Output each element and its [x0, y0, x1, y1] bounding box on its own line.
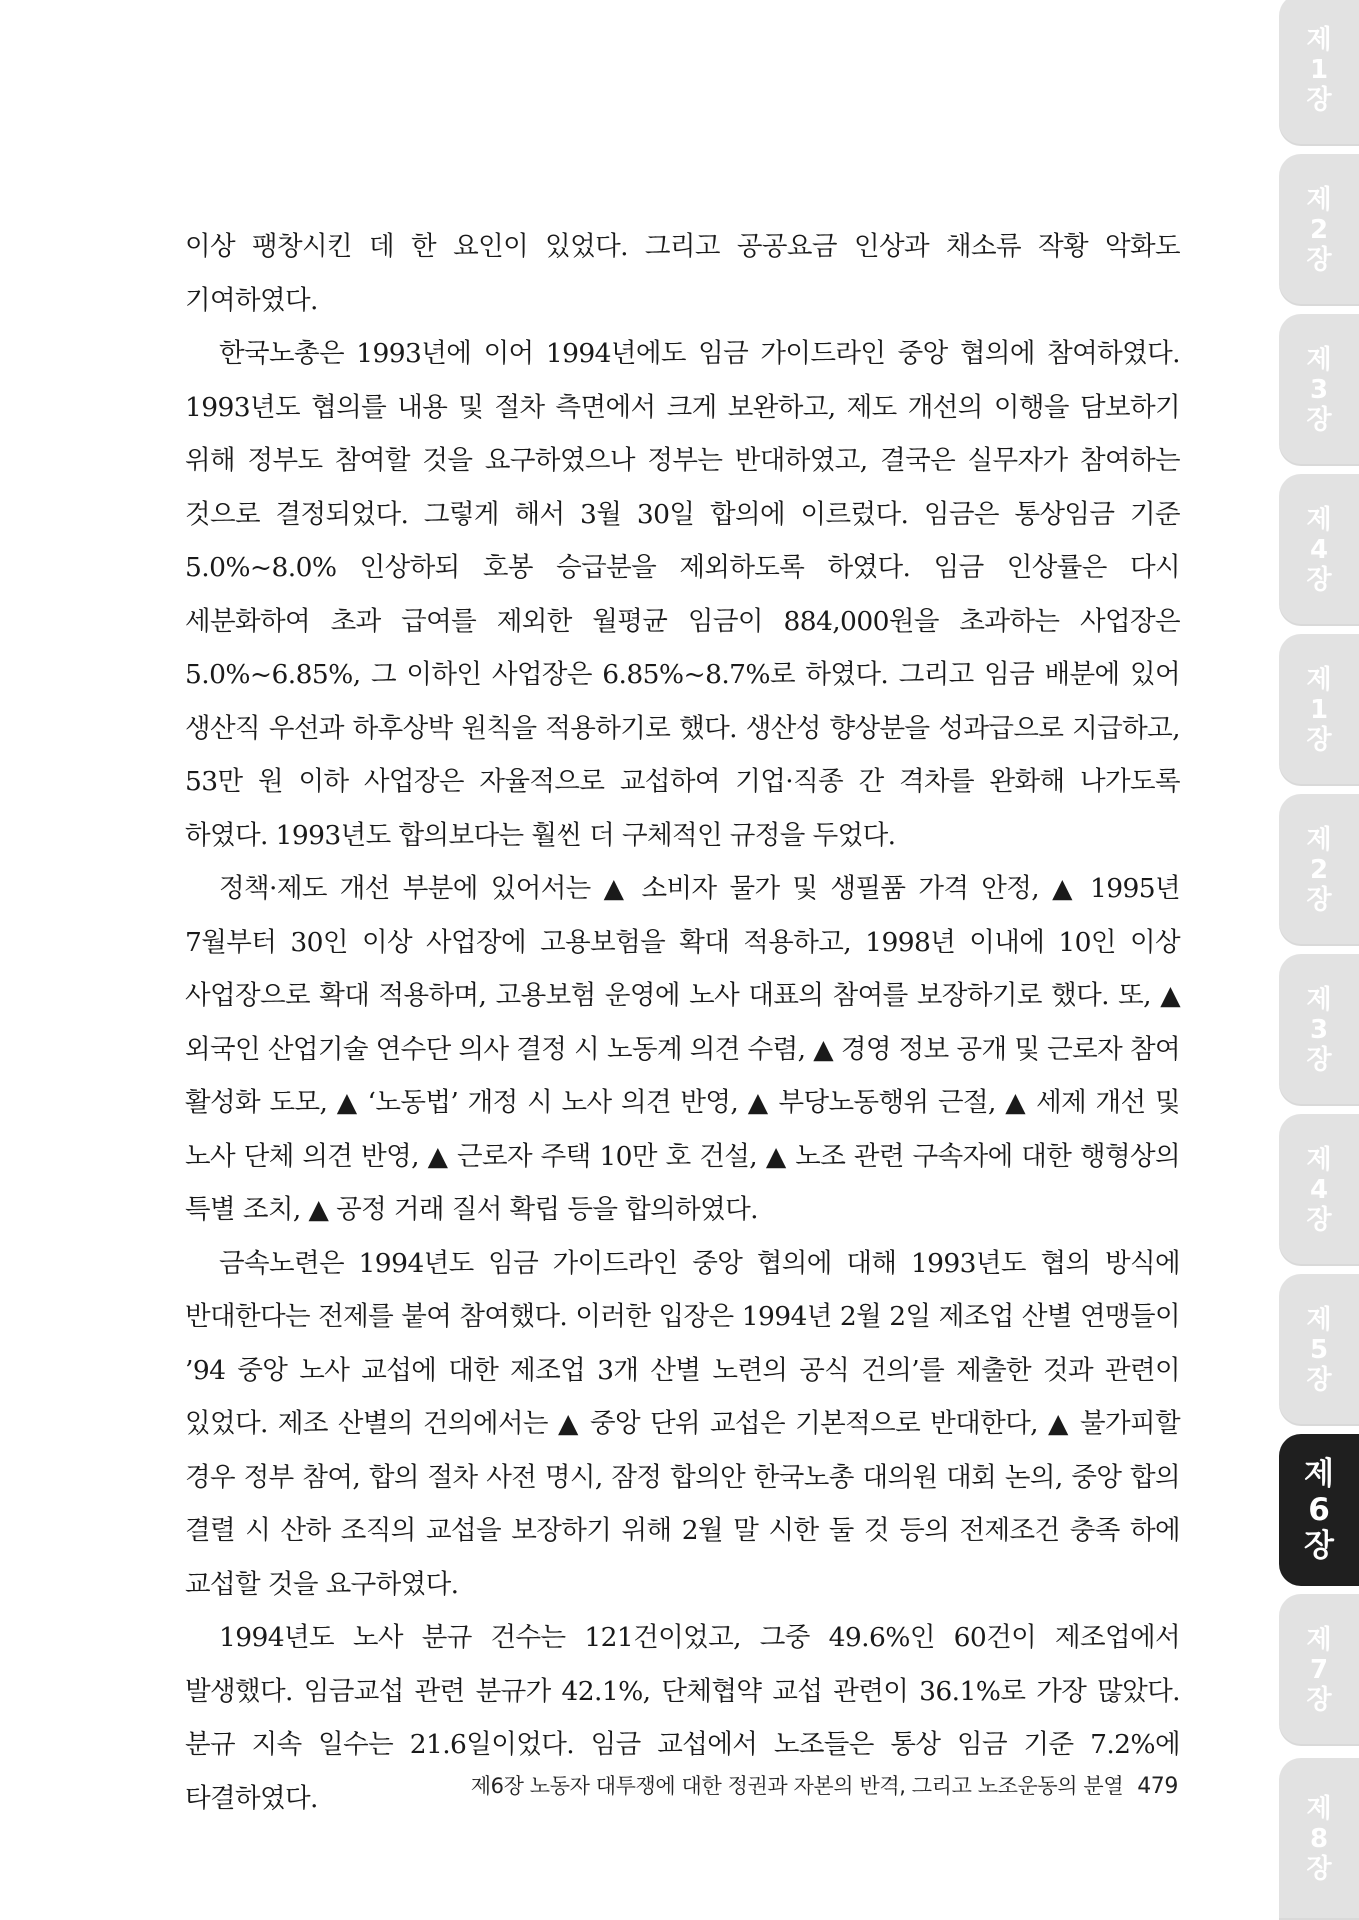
tab-line: 7 [1309, 1655, 1329, 1685]
tab-line: 제 [1306, 1625, 1332, 1655]
tab-line: 장 [1304, 1528, 1334, 1564]
tab-line: 장 [1306, 885, 1332, 915]
tab-line: 장 [1306, 1205, 1332, 1235]
chapter-tabs [1279, 0, 1359, 1920]
tab-line: 4 [1309, 535, 1329, 565]
tab-line: 제 [1306, 665, 1332, 695]
body-text [185, 220, 1180, 1825]
chapter-tab[interactable] [1279, 154, 1359, 306]
tab-line: 제 [1306, 1794, 1332, 1824]
tab-line: 장 [1306, 1685, 1332, 1715]
tab-line: 3 [1309, 1015, 1329, 1045]
chapter-tab[interactable] [1279, 0, 1359, 146]
paragraph: 이상 팽창시킨 데 한 요인이 있었다. 그리고 공공요금 인상과 채소류 작황 악화도 기여하였다. [185, 231, 1180, 316]
paragraph: 정책·제도 개선 부분에 있어서는 ▲ 소비자 물가 및 생필품 가격 안정, ▲ 1995년 7월부터 30인 이상 사업장에 고용보험을 확대 적용하고, 1998년 이내에 10인 이상 사업장으로 확대 적용하며, 고용보험 운영에 노사 대표의 참여를 보장하기로 했다. 또, ▲ 외국인 산업기술 연수단 의사 결정 시 노동계 의견 수렴, ▲ 경영 정보 공개 및 근로자 참여 활성화 도모, ▲ ‘노동법’ 개정 시 노사 의견 반영, ▲ 부당노동행위 근절, ▲ 세제 개선 및 노사 단체 의견 반영, ▲ 근로자 주택 10만 호 건설, ▲ 노조 관련 구속자에 대한 행형상의 특별 조치, ▲ 공정 거래 질서 확립 등을 합의하였다. [185, 873, 1180, 1225]
tab-line: 제 [1306, 985, 1332, 1015]
chapter-tab[interactable] [1279, 1758, 1359, 1920]
chapter-tab[interactable] [1279, 1274, 1359, 1426]
tab-line: 1 [1309, 695, 1329, 725]
tab-line: 장 [1306, 85, 1332, 115]
page-number: 479 [1137, 1774, 1178, 1799]
tab-line: 제 [1306, 1305, 1332, 1335]
running-title: 제6장 노동자 대투쟁에 대한 정권과 자본의 반격, 그리고 노조운동의 분열 [470, 1774, 1124, 1798]
tab-line: 제 [1306, 505, 1332, 535]
chapter-tab[interactable] [1279, 954, 1359, 1106]
tab-line: 장 [1306, 1365, 1332, 1395]
paragraph: 1994년도 노사 분규 건수는 121건이었고, 그중 49.6%인 60건이 제조업에서 발생했다. 임금교섭 관련 분규가 42.1%, 단체협약 교섭 관련이 36.1%로 가장 많았다. 분규 지속 일수는 21.6일이었다. 임금 교섭에서 노조들은 통상 임금 기준 7.2%에 타결하였다. [185, 1622, 1180, 1814]
page-footer [0, 1770, 1178, 1800]
chapter-tab[interactable] [1279, 474, 1359, 626]
tab-line: 2 [1309, 215, 1329, 245]
chapter-tab[interactable] [1279, 634, 1359, 786]
tab-line: 제 [1304, 1456, 1334, 1492]
tab-line: 장 [1306, 1854, 1332, 1884]
tab-line: 4 [1309, 1175, 1329, 1205]
tab-line: 8 [1309, 1824, 1329, 1854]
tab-line: 3 [1309, 375, 1329, 405]
chapter-tab[interactable] [1279, 314, 1359, 466]
chapter-tab[interactable] [1279, 1594, 1359, 1746]
tab-line: 6 [1308, 1492, 1330, 1528]
paragraph: 금속노련은 1994년도 임금 가이드라인 중앙 협의에 대해 1993년도 협의 방식에 반대한다는 전제를 붙여 참여했다. 이러한 입장은 1994년 2월 2일 제조업 산별 연맹들이 ’94 중앙 노사 교섭에 대한 제조업 3개 산별 노련의 공식 건의’를 제출한 것과 관련이 있었다. 제조 산별의 건의에서는 ▲ 중앙 단위 교섭은 기본적으로 반대한다, ▲ 불가피할 경우 정부 참여, 합의 절차 사전 명시, 잠정 합의안 한국노총 대의원 대회 논의, 중앙 합의 결렬 시 산하 조직의 교섭을 보장하기 위해 2월 말 시한 둘 것 등의 전제조건 충족 하에 교섭할 것을 요구하였다. [185, 1247, 1180, 1600]
tab-line: 1 [1309, 55, 1329, 85]
tab-line: 장 [1306, 405, 1332, 435]
tab-line: 5 [1309, 1335, 1329, 1365]
tab-line: 장 [1306, 565, 1332, 595]
chapter-tab[interactable] [1279, 794, 1359, 946]
tab-line: 장 [1306, 245, 1332, 275]
tab-line: 장 [1306, 725, 1332, 755]
tab-line: 2 [1309, 855, 1329, 885]
tab-line: 제 [1306, 1145, 1332, 1175]
tab-line: 제 [1306, 185, 1332, 215]
tab-line: 제 [1306, 25, 1332, 55]
tab-line: 제 [1306, 345, 1332, 375]
tab-line: 장 [1306, 1045, 1332, 1075]
paragraph: 한국노총은 1993년에 이어 1994년에도 임금 가이드라인 중앙 협의에 참여하였다. 1993년도 협의를 내용 및 절차 측면에서 크게 보완하고, 제도 개선의 이행을 담보하기 위해 정부도 참여할 것을 요구하였으나 정부는 반대하였고, 결국은 실무자가 참여하는 것으로 결정되었다. 그렇게 해서 3월 30일 합의에 이르렀다. 임금은 통상임금 기준 5.0%~8.0% 인상하되 호봉 승급분을 제외하도록 하였다. 임금 인상률은 다시 세분화하여 초과 급여를 제외한 월평균 임금이 884,000원을 초과하는 사업장은 5.0%~6.85%, 그 이하인 사업장은 6.85%~8.7%로 하였다. 그리고 임금 배분에 있어 생산직 우선과 하후상박 원칙을 적용하기로 했다. 생산성 향상분을 성과급으로 지급하고, 53만 원 이하 사업장은 자율적으로 교섭하여 기업·직종 간 격차를 완화해 나가도록 하였다. 1993년도 합의보다는 훨씬 더 구체적인 규정을 두었다. [185, 338, 1180, 851]
tab-line: 제 [1306, 825, 1332, 855]
chapter-tab-active[interactable] [1279, 1434, 1359, 1586]
chapter-tab[interactable] [1279, 1114, 1359, 1266]
